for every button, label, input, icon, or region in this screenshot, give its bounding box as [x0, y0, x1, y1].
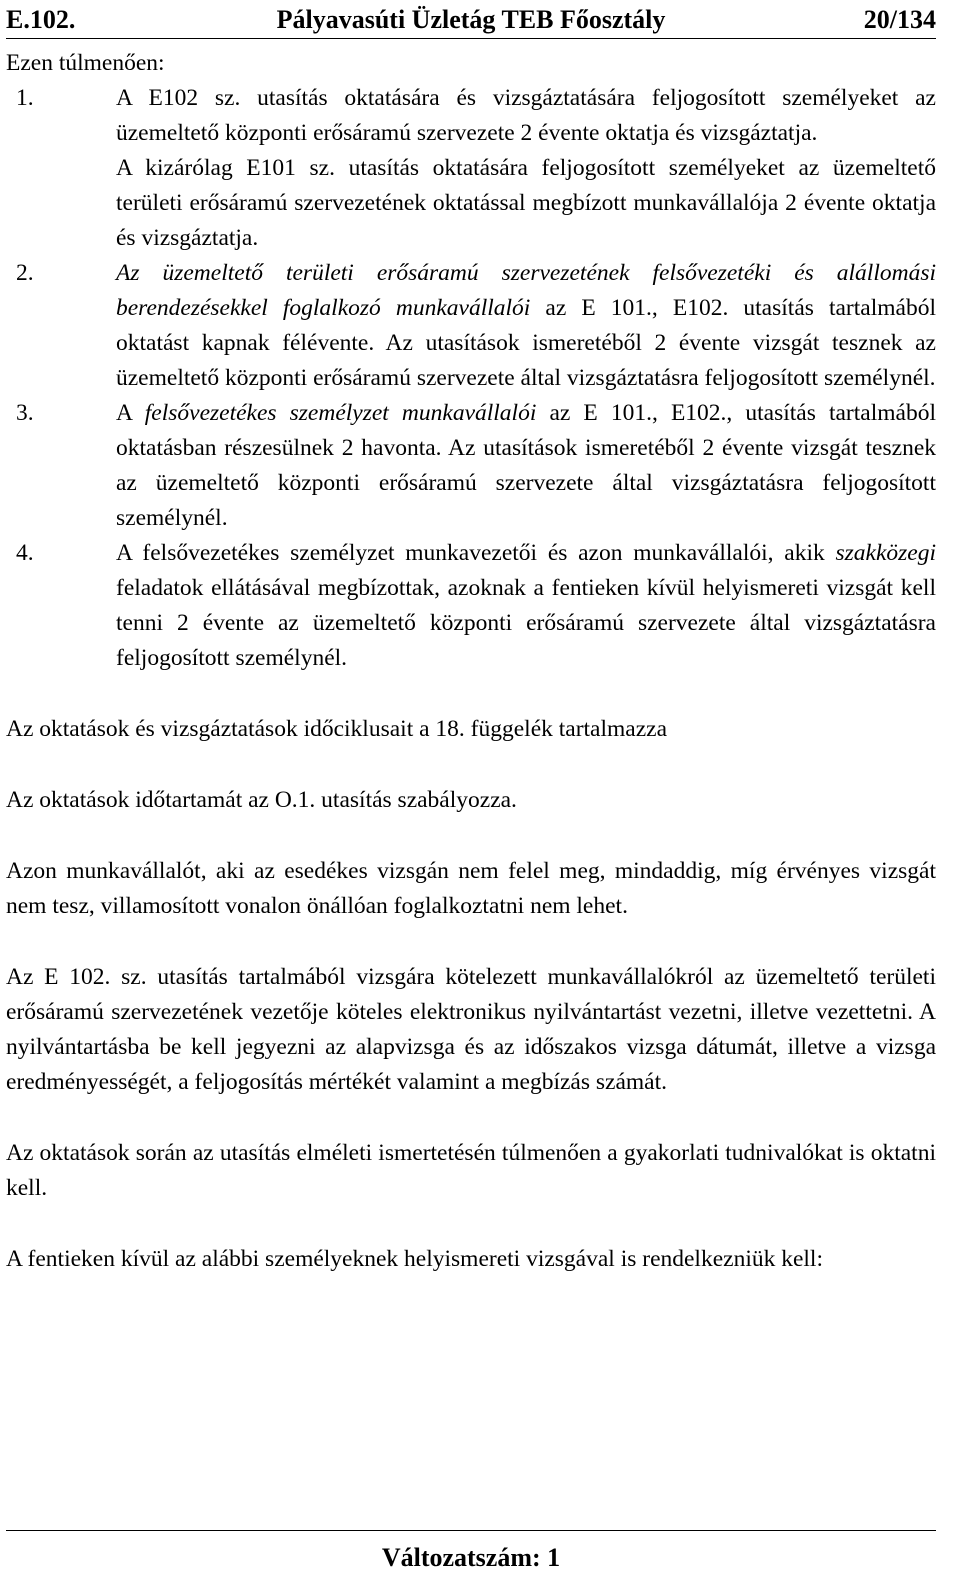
department-title: Pályavasúti Üzletág TEB Főosztály	[276, 5, 666, 34]
paragraph: Az E 102. sz. utasítás tartalmából vizsgára kötelezett munkavállalókról az üzemeltető területi erősáramú szervezetének vezetője köteles elektronikus nyilvántartást vezetni, illetve vezettetni. A nyilvántartásba be kell jegyezni az alapvizsga és az időszakos vizsga dátumát, illetve a vizsga eredményességét, a feljogosítás mértékét valamint a megbízás számát.	[6, 964, 936, 1095]
list-number: 4.	[16, 540, 34, 566]
list-number: 3.	[16, 400, 34, 426]
list-item-text: A felsővezetékes személyzet munkavállalói az E 101., E102., utasítás tartalmából oktatásban részesülnek 2 havonta. Az utasítások ismeretéből 2 évente vizsgát tesznek az üzemeltető központi erősáramú szervezete által vizsgáztatásra feljogosított személynél.	[116, 400, 936, 531]
italic-text: felsővezetékes személyzet munkavállalói	[144, 400, 537, 426]
list-item-text: A kizárólag E101 sz. utasítás oktatására feljogosított személyeket az üzemeltető területi erősáramú szervezetének oktatással megbízott munkavállalója 2 évente oktatja és vizsgáztatja.	[116, 155, 936, 251]
list-item	[6, 256, 936, 396]
list-item-text: A E102 sz. utasítás oktatására és vizsgáztatására feljogosított személyeket az üzemeltető központi erősáramú szervezete 2 évente oktatja és vizsgáztatja.	[116, 85, 936, 146]
document-code: E.102.	[6, 5, 76, 34]
italic-text: Az üzemeltető területi erősáramú szervezetének felsővezetéki és alállomási berendezésekkel foglalkozó munkavállalói	[116, 260, 936, 321]
page-number: 20/134	[863, 5, 936, 34]
list-number: 2.	[16, 260, 34, 286]
paragraph: Az oktatások során az utasítás elméleti ismertetésén túlmenően a gyakorlati tudnivalókat is oktatni kell.	[6, 1140, 936, 1201]
list-number: 1.	[16, 85, 34, 111]
intro-text: Ezen túlmenően:	[6, 50, 165, 76]
list-item	[6, 536, 936, 676]
paragraph: A fentieken kívül az alábbi személyeknek helyismereti vizsgával is rendelkezniük kell:	[6, 1246, 823, 1272]
document-body	[6, 46, 936, 1277]
version-footer: Változatszám: 1	[381, 1543, 561, 1572]
page-header	[6, 2, 936, 39]
list-item-text: A felsővezetékes személyzet munkavezetői és azon munkavállalói, akik szakközegi feladatok ellátásával megbízottak, azoknak a fentieken kívül helyismereti vizsgát kell tenni 2 évente az üzemeltető központi erősáramú szervezete által vizsgáztatásra feljogosított személynél.	[116, 540, 936, 671]
list-item-text: Az üzemeltető területi erősáramú szervezetének felsővezetéki és alállomási berendezésekkel foglalkozó munkavállalói az E 101., E102. utasítás tartalmából oktatást kapnak félévente. Az utasítások ismeretéből 2 évente vizsgát tesznek az üzemeltető központi erősáramú szervezete által vizsgáztatásra feljogosított személynél.	[116, 260, 936, 391]
italic-text: szakközegi	[835, 540, 936, 566]
paragraph: Azon munkavállalót, aki az esedékes vizsgán nem felel meg, mindaddig, míg érvényes vizsgát nem tesz, villamosított vonalon önállóan foglalkoztatni nem lehet.	[6, 858, 936, 919]
list-item	[6, 81, 936, 256]
paragraph: Az oktatások időtartamát az O.1. utasítás szabályozza.	[6, 787, 517, 813]
footer-divider	[6, 1530, 936, 1531]
list-item	[6, 396, 936, 536]
paragraph: Az oktatások és vizsgáztatások időciklusait a 18. függelék tartalmazza	[6, 716, 668, 742]
